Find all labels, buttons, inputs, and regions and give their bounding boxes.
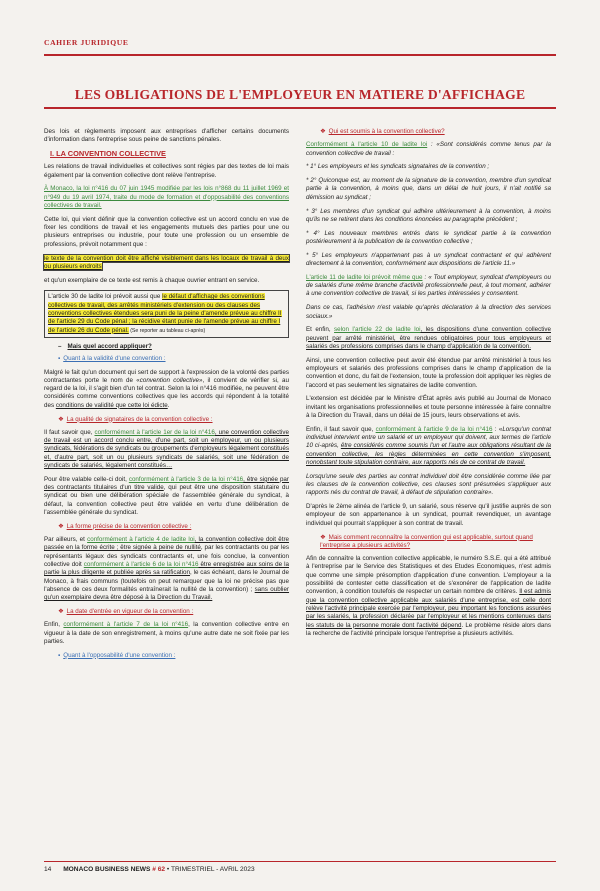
list-item: * 5° Les employeurs n'appartenant pas à un syndicat contractant et qui adhèrent directement à la convention, conformément aux dispositions de l'article 11.» xyxy=(306,251,551,268)
list-item: * 2° Quiconque est, au moment de la signature de la convention, membre d'un syndicat partie à la convention, à moins que, dans un délai de huit jours, il n'ait notifié sa démission au syndicat ; xyxy=(306,177,551,201)
subheading: ❖ La qualité de signataires de la convention collective : xyxy=(58,415,213,423)
section-header: CAHIER JURIDIQUE xyxy=(44,38,129,47)
paragraph: Et enfin, selon l'article 22 de ladite loi, les dispositions d'une convention collective peuvent par arrêté ministériel, être rendues obligatoires pour tous employeurs et salariés des professions comprises dans le champ d'application de la convention. xyxy=(306,326,551,350)
paragraph: Lorsqu'une seule des parties au contrat individuel doit être considérée comme liée par les clauses de la convention collective, ces clauses sont présumées s'appliquer aux rapports nés du contrat de travail, à défaut de stipulation contraire». xyxy=(306,472,551,497)
subheading: ❖ La forme précise de la convention collective : xyxy=(58,522,192,530)
list-item: * 3° Les membres d'un syndicat qui adhère ultérieurement à la convention, à moins qu'ils ne se retirent dans les conditions énoncées au paragraphe précédent ; xyxy=(306,207,551,223)
right-column xyxy=(306,128,551,644)
paragraph: L'article 11 de ladite loi prévoit même que : « Tout employeur, syndicat d'employeurs ou de salariés d'une même branche d'activité professionnelle peut, à tout moment, adhérer à une convention collective de travail, si les parties intéressées y consentent. xyxy=(306,273,552,298)
issue-number: # 62 xyxy=(152,866,166,873)
paragraph: Dans ce cas, l'adhésion n'est valable qu'après déclaration à la direction des services sociaux.» xyxy=(306,304,551,320)
law-reference: À Monaco, la loi n°416 du 07 juin 1945 modifiée par les lois n°868 du 11 juillet 1969 et n°949 du 19 avril 1974, traite du mode de formation et d'opposabilité des conventions collectives de travail. xyxy=(44,185,289,210)
article-title: LES OBLIGATIONS DE L'EMPLOYEUR EN MATIERE D'AFFICHAGE xyxy=(74,87,526,102)
list-item: * 4° Les nouveaux membres entrés dans le syndicat partie à la convention postérieurement à la publication de la convention collective ; xyxy=(306,229,551,245)
square-bullet-icon: ▪ xyxy=(58,355,61,363)
paragraph: Par ailleurs, et conformément à l'article 4 de ladite loi, la convention collective doit être passée en la forme écrite ; être signée à peine de nullité, par les contractants ou par les représentants légaux des syndicats contractants et, une fois conclue, la convention collective doit conformément à l'article 6 de la loi n°416 être enregistrée aux soins de la partie la plus diligente et publiée après sa ratification, le cas échéant, dans le Journal de Monaco, à frais communs (toutefois on peut remarquer que la loi ne précise pas que l'absence de ces deux formalités entraînerait la nullité de la convention) ; sans oublier qu'un exemplaire devra être déposé à la Direction du Travail. xyxy=(44,536,290,602)
header-rule xyxy=(44,54,556,56)
subheading: ▪ Quant à la validité d'une convention : xyxy=(58,355,166,363)
subheading: ❖ La date d'entrée en vigueur de la convention : xyxy=(58,607,194,615)
paragraph: Les relations de travail individuelles et collectives sont régies par des textes de loi mais également par la convention collective dont relève l'entreprise. xyxy=(44,163,289,179)
paragraph: et qu'un exemplaire de ce texte est remis à chaque ouvrier entrant en service. xyxy=(44,276,260,284)
footer-rule xyxy=(44,861,556,862)
diamond-bullet-icon: ❖ xyxy=(320,533,326,541)
diamond-bullet-icon: ❖ xyxy=(58,522,64,530)
paragraph: Il faut savoir que, conformément à l'article 1er de la loi n°416, une convention collective de travail est un accord conclu entre, d'une part, soit un employeur, un ou plusieurs syndicats, fédérations de syndicats ou groupements d'employeurs légalement constitués et, d'autre part, soit un ou plusieurs syndicats de salariés, soit une fédération de syndicats de salariés, légalement constitués… xyxy=(44,428,289,469)
paragraph: L'extension est décidée par le Ministre d'État après avis publié au Journal de Monaco invitant les organisations professionnelles et toute personne intéressée à faire connaître à la Direction du Travail, dans un délai de 15 jours, leurs observations et avis. xyxy=(306,395,551,420)
subheading: ❖ Qui est soumis à la convention collective? xyxy=(320,128,445,135)
left-column xyxy=(44,128,289,665)
box-note: (Se reporter au tableau ci-après) xyxy=(128,327,206,334)
paragraph: Pour être valable celle-ci doit, conformément à l'article 3 de la loi n°416, être signée par des contractants titulaires d'un titre valide, qui peut être une disposition statutaire du syndicat ou bien une délibération spéciale de l'assemblée générale du syndicat, à défaut, la convention collective peut être validée en vertu d'une délibération de l'assemblée générale du syndicat. xyxy=(44,475,289,516)
paragraph xyxy=(44,185,289,210)
paragraph: Afin de connaître la convention collective applicable, le numéro S.S.E. qui a été attribué à l'entreprise par le Service des Statistiques et des Etudes Economiques, n'est admis que comme une simple présomption d'application d'une convention. L'employeur a la possibilité de contester cette classification et de s'exonérer de l'application de ladite convention, à condition toutefois de respecter un certain nombre de critères. Il est admis que la convention collective applicable aux salariés d'une entreprise, est celle dont relève l'activité principale exercée par l'employeur, peu important les fonctions assurées par les salariés, la profession déclarée par l'employeur et les mentions contenues dans les statuts de la personne morale dont l'activité dépend. Le problème réside alors dans la recherche de l'activité principale lorsque l'entreprise a plusieurs activités. xyxy=(306,555,551,637)
diamond-bullet-icon: ❖ xyxy=(58,415,64,423)
penalty-box xyxy=(44,290,289,337)
section-heading: I. LA CONVENTION COLLECTIVE xyxy=(50,149,166,159)
diamond-bullet-icon: ❖ xyxy=(320,128,326,135)
question-heading: – Mais quel accord appliquer? xyxy=(58,342,152,350)
paragraph: Enfin, il faut savoir que, conformément à l'article 9 de la loi n°416 : «Lorsqu'un contrat individuel intervient entre un salarié et un employeur qui doivent, aux termes de l'article 10 ci-après, être considérés comme soumis l'un et l'autre aux obligations résultant de la convention collective, les règles déterminées en cette convention s'imposent, nonobstant toute stipulation contraire, aux rapports nés de ce contrat de travail. xyxy=(306,425,552,466)
intro-paragraph: Des lois et règlements imposent aux entreprises d'afficher certains documents d'information dans l'entreprise sous peine de sanctions pénales. xyxy=(44,128,289,144)
paragraph: Malgré le fait qu'un document qui sert de support à l'expression de la volonté des parties contractantes porte le nom de «convention collective», il convient de vérifier si, au regard de la loi, il s'agit bien d'un tel contrat. Selon la loi n°416 modifiée, ne peuvent être considérés comme conventions collectives que les accords qui répondent à la totalité des conditions de validité que cette loi édicte. xyxy=(44,368,289,409)
subheading: ❖ Mais comment reconnaître la convention qui est applicable, surtout quand l'entreprise a plusieurs activités? xyxy=(320,533,533,549)
highlight-block: le texte de la convention doit être affiché visiblement dans les locaux de travail à deux ou plusieurs endroits xyxy=(44,254,289,270)
paragraph: Enfin, conformément à l'article 7 de la loi n°416, la convention collective entre en vigueur à la date de son enregistrement, à moins qu'une autre date ne soit fixée par les parties. xyxy=(44,621,290,645)
title-rule xyxy=(44,107,556,109)
magazine-name: MONACO BUSINESS NEWS xyxy=(63,866,151,873)
paragraph: Conformément à l'article 10 de ladite loi : «Sont considérés comme tenus par la convention collective de travail : xyxy=(306,141,551,157)
box-text: L'article 30 de ladite loi prévoit aussi que xyxy=(48,293,163,301)
list-item: * 1° Les employeurs et les syndicats signataires de la convention ; xyxy=(306,163,490,171)
paragraph: Ainsi, une convention collective peut avoir été étendue par arrêté ministériel à tous les employeurs et salariés des professions comprises dans le champ d'application de la convention et donc, du fait de l'extension, toute la profession doit appliquer les règles de l'accord et pas seulement les signataires de ladite convention. xyxy=(306,356,551,389)
page-number: 14 xyxy=(44,866,52,873)
dash-bullet-icon: – xyxy=(58,342,62,350)
issue-period: • TRIMESTRIEL - AVRIL 2023 xyxy=(166,866,255,873)
diamond-bullet-icon: ❖ xyxy=(58,607,64,615)
subheading: ▪ Quant à l'opposabilité d'une convention : xyxy=(58,651,176,659)
page-footer xyxy=(44,866,255,873)
box-highlight: le défaut d'affichage des conventions collectives de travail, des arrêtés ministériels d'extension ou des clauses des conventions collectives étendues sera puni de la peine d'amende prévue au chiffre II de l'article 29 du Code pénal ; la récidive étant punie de l'amende prévue au chiffre I de l'article 26 du Code pénal. xyxy=(48,293,282,334)
paragraph: Cette loi, qui vient définir que la convention collective est un accord conclu en vue de fixer les conditions de travail et les engagements mutuels des parties pour une ou plusieurs entreprises ou industrie, pour toute une profession ou un ensemble de professions, prévoit notamment que : xyxy=(44,215,289,248)
square-bullet-icon: ▪ xyxy=(58,651,61,659)
paragraph: D'après le 2ème alinéa de l'article 9, un salarié, sous réserve qu'il justifie auprès de son employeur de son appartenance à un syndicat, pourrait revendiquer, un avantage individuel qui pourrait s'appliquer à son contrat de travail. xyxy=(306,503,551,527)
